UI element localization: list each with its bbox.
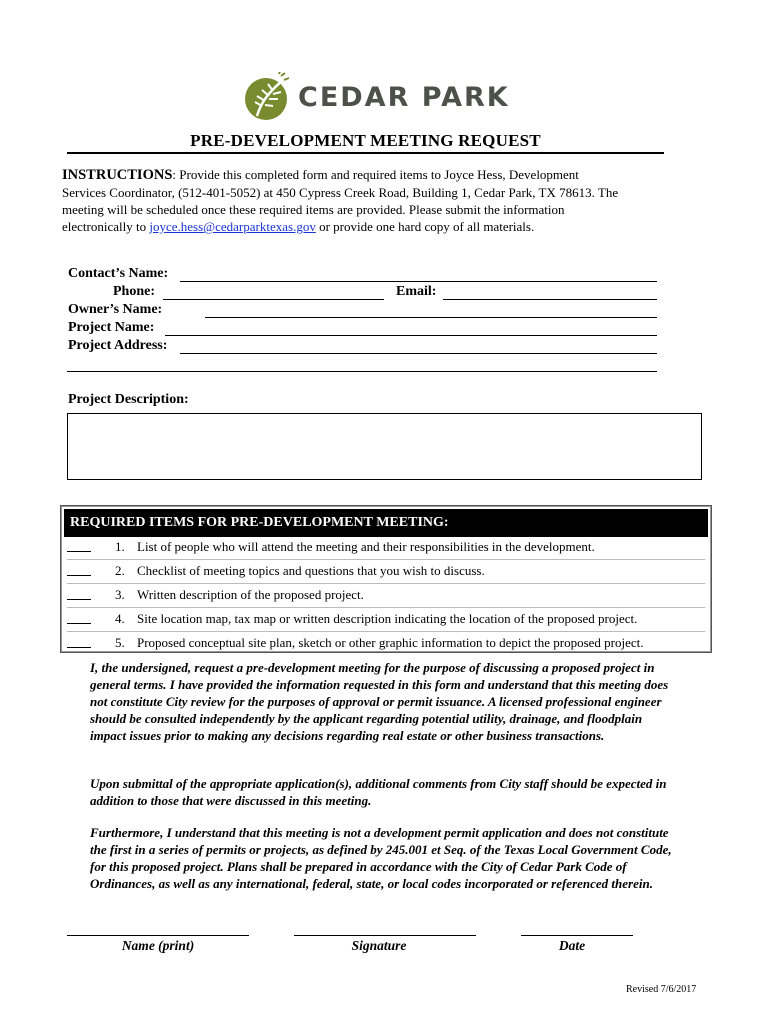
instructions-label: INSTRUCTIONS <box>62 167 173 183</box>
contact-name-field[interactable] <box>180 281 657 282</box>
page-title: PRE-DEVELOPMENT MEETING REQUEST <box>67 131 664 154</box>
project-address-field[interactable] <box>180 353 657 354</box>
item-text: Checklist of meeting topics and questions that you wish to discuss. <box>137 563 485 578</box>
project-address-field-line2[interactable] <box>67 371 657 372</box>
date-label: Date <box>558 938 586 953</box>
declaration-paragraph-3: Furthermore, I understand that this meeting is not a development permit application and does not constitute the first in a series of permits or projects, as defined by 245.001 et Seq. of the Texas Local Government Code, for this proposed project. Plans shall be prepared in accordance with the City of Cedar Park Code of Ordinances, as well as any international, federal, state, or local codes incorporated or referenced therein. <box>90 825 672 891</box>
email-field[interactable] <box>443 299 657 300</box>
required-items-header: REQUIRED ITEMS FOR PRE-DEVELOPMENT MEETING: <box>64 509 708 537</box>
phone-field[interactable] <box>163 299 384 300</box>
checkbox-blank[interactable] <box>67 611 91 624</box>
checkbox-blank[interactable] <box>67 635 91 648</box>
checkbox-blank[interactable] <box>67 587 91 600</box>
row-divider <box>67 631 705 632</box>
revised-date: Revised 7/6/2017 <box>626 984 697 995</box>
logo-text: CEDAR PARK <box>298 82 510 113</box>
cedar-leaf-icon <box>243 72 293 122</box>
declaration-paragraph-1: I, the undersigned, request a pre-development meeting for the purpose of discussing a proposed project in general terms. I have provided the information requested in this form and understand that this meeting does not constitute City review for the purposes of approval or permit issuance. A licensed professional engineer should be consulted independently by the applicant regarding potential utility, drainage, and floodplain impact issues prior to making any decisions regarding real estate or other business transactions. <box>90 660 669 743</box>
date-line[interactable] <box>521 935 633 936</box>
project-description-box[interactable] <box>67 413 702 480</box>
owner-name-field[interactable] <box>205 317 657 318</box>
signature-line[interactable] <box>294 935 476 936</box>
contact-name-label: Contact’s Name: <box>68 266 169 281</box>
item-text: Proposed conceptual site plan, sketch or other graphic information to depict the proposed project. <box>137 635 644 650</box>
item-number: 4. <box>115 611 125 626</box>
signature-label: Signature <box>351 938 407 953</box>
item-number: 2. <box>115 563 125 578</box>
owner-name-label: Owner’s Name: <box>68 302 163 317</box>
required-items-table <box>60 505 712 653</box>
project-address-label: Project Address: <box>68 338 168 353</box>
phone-label: Phone: <box>113 284 155 299</box>
checkbox-blank[interactable] <box>67 539 91 552</box>
instructions-text: : Provide this completed form and required items to Joyce Hess, Development Services Coordinator, (512-401-5052) at 450 Cypress Creek Road, Building 1, Cedar Park, TX 78613. The meeting will be scheduled once these required items are provided. Please submit the information electronically to <box>62 167 619 234</box>
cedar-park-logo <box>243 72 510 126</box>
name-print-label: Name (print) <box>121 938 195 953</box>
row-divider <box>67 559 705 560</box>
row-divider <box>67 607 705 608</box>
project-description-label: Project Description: <box>68 392 189 407</box>
item-number: 3. <box>115 587 125 602</box>
email-label: Email: <box>396 284 437 299</box>
item-text: Written description of the proposed project. <box>137 587 364 602</box>
email-link[interactable]: joyce.hess@cedarparktexas.gov <box>149 219 316 234</box>
instructions-paragraph <box>62 166 622 235</box>
row-divider <box>67 583 705 584</box>
checkbox-blank[interactable] <box>67 563 91 576</box>
instructions-text-end: or provide one hard copy of all materials. <box>315 219 535 234</box>
declaration-paragraph-2: Upon submittal of the appropriate application(s), additional comments from City staff should be expected in addition to those that were discussed in this meeting. <box>90 776 667 808</box>
item-number: 5. <box>115 635 125 650</box>
name-print-line[interactable] <box>67 935 249 936</box>
project-name-field[interactable] <box>165 335 657 336</box>
item-text: Site location map, tax map or written description indicating the location of the proposed project. <box>137 611 638 626</box>
item-text: List of people who will attend the meeting and their responsibilities in the development. <box>137 539 595 554</box>
project-name-label: Project Name: <box>68 320 155 335</box>
item-number: 1. <box>115 539 125 554</box>
